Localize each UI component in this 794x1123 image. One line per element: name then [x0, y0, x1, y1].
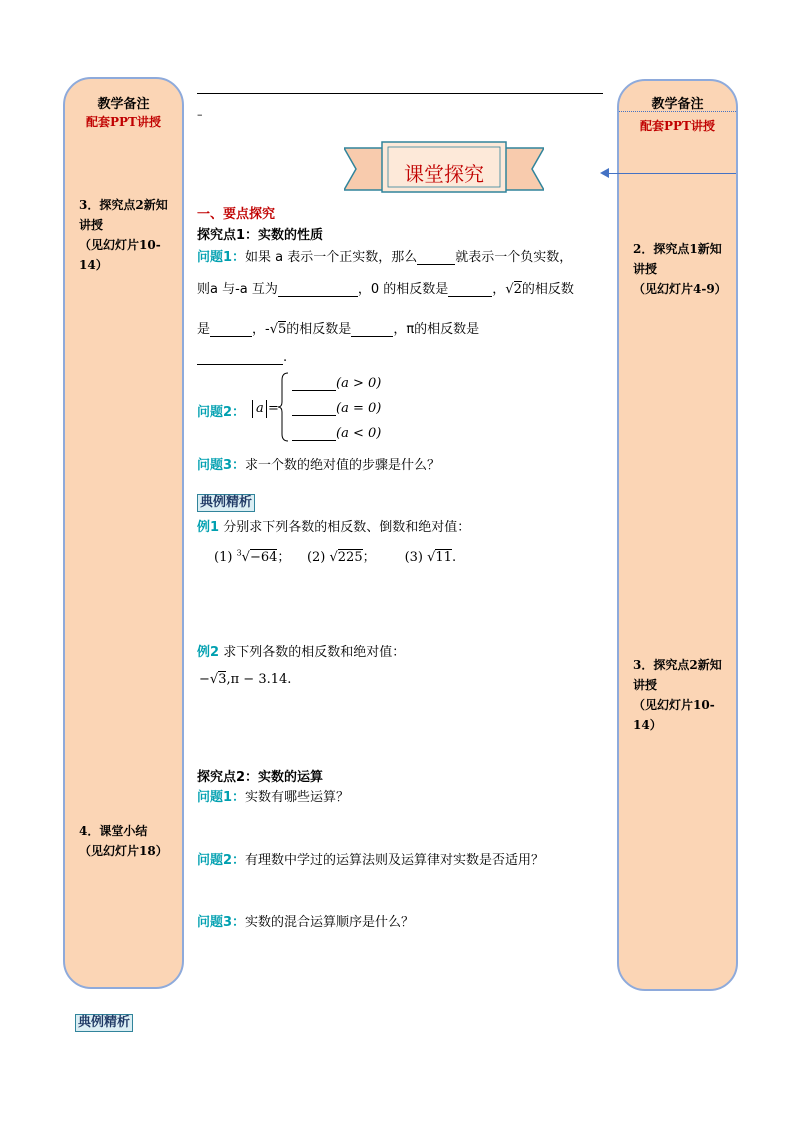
- example2: 例2 求下列各数的相反数和绝对值：: [197, 645, 406, 660]
- brace-icon: [278, 372, 290, 442]
- example2-expression: −√3,π − 3.14.: [199, 672, 292, 687]
- arrow-connector: [604, 173, 736, 174]
- point2-question1: 问题1：实数有哪些运算？: [197, 790, 350, 805]
- example1-items: (1) $^3$√−64； (2) √225； (3) √11.: [214, 548, 457, 565]
- point1-title: 探究点1：实数的性质: [197, 228, 324, 243]
- example-tag: 典例精析: [197, 494, 255, 512]
- right-panel-subtitle: 配套PPT讲授: [640, 119, 715, 133]
- case-row: (a > 0): [292, 376, 381, 391]
- question1-line1: 问题1：如果 a 表示一个正实数，那么 就表示一个负实数，: [197, 250, 573, 265]
- example2-label: 例2: [197, 645, 220, 660]
- bottom-example-tag: 典例精析: [75, 1014, 133, 1032]
- right-note-1: 2．探究点1新知讲授 （见幻灯片4-9）: [633, 242, 727, 296]
- case-row: (a = 0): [292, 401, 381, 416]
- question3-label: 问题3：: [197, 458, 246, 473]
- point2-title: 探究点2：实数的运算: [197, 770, 324, 785]
- left-notes-panel: [63, 77, 184, 989]
- case-row: (a < 0): [292, 426, 381, 441]
- banner-title: 课堂探究: [404, 162, 484, 186]
- left-note-2: 4．课堂小结 （见幻灯片18）: [79, 824, 168, 858]
- question2-label: 问题2：: [197, 405, 246, 420]
- question1-line2: 则a 与-a 互为 ，0 的相反数是 ，√2的相反数: [197, 282, 574, 297]
- point2-question3: 问题3：实数的混合运算顺序是什么？: [197, 915, 415, 930]
- header-rule: [197, 93, 603, 94]
- right-panel-title: 教学备注: [651, 97, 704, 112]
- answer-blank: [351, 323, 393, 337]
- answer-blank: [292, 377, 336, 391]
- answer-blank: [292, 427, 336, 441]
- header-dash: –: [197, 108, 203, 121]
- abs-variable: a: [256, 401, 264, 416]
- right-note-2: 3．探究点2新知讲授 （见幻灯片10-14）: [633, 658, 722, 732]
- answer-blank: [417, 251, 455, 265]
- answer-blank: [278, 283, 358, 297]
- left-panel-title: 教学备注: [97, 97, 150, 112]
- question1-line4: .: [197, 350, 287, 365]
- right-notes-panel: [617, 79, 738, 991]
- answer-blank: [197, 351, 283, 365]
- question1-line3: 是 ，-√5的相反数是 ，π的相反数是: [197, 322, 480, 337]
- question3: 问题3：求一个数的绝对值的步骤是什么？: [197, 458, 441, 473]
- question1-label: 问题1：: [197, 250, 246, 265]
- left-note-1: 3．探究点2新知讲授 （见幻灯片10-14）: [79, 198, 168, 272]
- answer-blank: [292, 402, 336, 416]
- section-heading: 一、要点探究: [197, 207, 276, 222]
- right-panel-divider: [619, 111, 736, 112]
- abs-bar-right: [266, 400, 267, 418]
- left-panel-subtitle: 配套PPT讲授: [86, 115, 161, 129]
- answer-blank: [448, 283, 492, 297]
- example1: 例1 分别求下列各数的相反数、倒数和绝对值：: [197, 520, 471, 535]
- answer-blank: [210, 323, 252, 337]
- example1-label: 例1: [197, 520, 220, 535]
- arrow-left-icon: [600, 168, 609, 178]
- point2-question2: 问题2：有理数中学过的运算法则及运算律对实数是否适用？: [197, 853, 545, 868]
- abs-equals: =: [268, 401, 279, 416]
- abs-bar-left: [252, 400, 253, 418]
